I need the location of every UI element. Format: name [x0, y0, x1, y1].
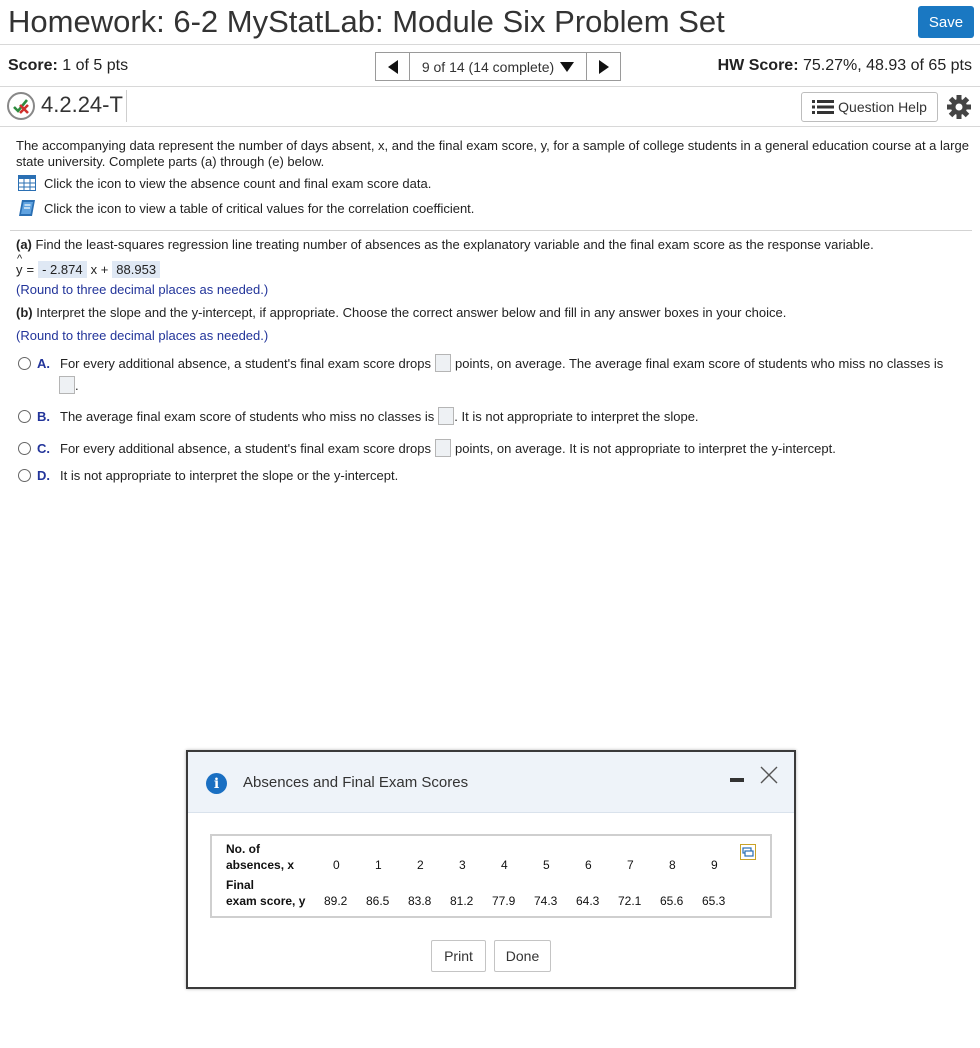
next-question-button[interactable] [586, 52, 621, 81]
x-value: 9 [711, 858, 718, 872]
hw-score-display [718, 57, 972, 75]
option-a[interactable] [18, 354, 943, 372]
option-c-text-2: points, on average. It is not appropriate to interpret the y-intercept. [455, 440, 836, 456]
part-a-label: (a) [16, 237, 32, 252]
copy-to-clipboard-icon[interactable] [740, 844, 756, 860]
caret-down-icon [560, 62, 574, 72]
critical-values-link-text: Click the icon to view a table of critical values for the correlation coefficient. [44, 200, 475, 216]
question-help-label: Question Help [838, 99, 927, 115]
question-position: 9 of 14 (14 complete) [421, 58, 555, 75]
option-d-letter: D. [37, 468, 50, 483]
y-value: 86.5 [366, 894, 390, 908]
y-value: 65.6 [660, 894, 684, 908]
save-button[interactable]: Save [918, 6, 974, 38]
question-id: 4.2.24-T [41, 92, 123, 117]
hw-score-value: 75.27%, 48.93 of 65 pts [802, 57, 972, 74]
y-value: 65.3 [702, 894, 726, 908]
data-table-icon[interactable] [18, 175, 36, 191]
x-value: 1 [375, 858, 382, 872]
hw-score-label: HW Score: [717, 57, 799, 74]
part-a-text: Find the least-squares regression line treating number of absences as the explanatory variable and the final exam score as the response variable. [35, 237, 874, 252]
option-d[interactable] [18, 468, 398, 483]
partial-credit-icon-graphic [9, 94, 33, 118]
data-link-row[interactable] [18, 175, 431, 191]
part-b-text: Interpret the slope and the y-intercept, if appropriate. Choose the correct answer below and fill in any answer boxes in your choice. [36, 305, 787, 320]
scorebar-divider [0, 86, 980, 87]
section-divider [10, 230, 972, 231]
option-b-text-2: . It is not appropriate to interpret the slope. [454, 408, 699, 424]
list-icon [812, 99, 834, 115]
y-value: 72.1 [618, 894, 642, 908]
y-value: 81.2 [450, 894, 474, 908]
equals-sign: = [26, 262, 35, 277]
print-button[interactable]: Print [431, 940, 486, 972]
problem-statement: The accompanying data represent the number of days absent, x, and the final exam score, y, for a sample of college students in a general education course at a large state university. Complete parts (a) through (e) below. [16, 138, 969, 169]
slope-answer-box[interactable]: - 2.874 [38, 261, 86, 278]
option-d-radio[interactable] [18, 469, 31, 482]
part-b-label: (b) [16, 305, 33, 320]
data-dialog [186, 750, 796, 989]
option-a-text-1: For every additional absence, a student's final exam score drops [60, 355, 432, 371]
part-b-question [16, 305, 786, 320]
option-c-slope-box[interactable] [435, 439, 451, 457]
y-hat-letter: y [16, 262, 23, 277]
option-a-text-2: points, on average. The average final exam score of students who miss no classes is [455, 355, 944, 371]
y-value: 77.9 [492, 894, 516, 908]
option-c[interactable] [18, 439, 836, 457]
option-a-intercept-box[interactable] [59, 376, 75, 394]
hat-accent: ^ [17, 253, 23, 265]
option-a-text-3: . [75, 377, 79, 393]
dialog-title: Absences and Final Exam Scores [243, 774, 469, 791]
question-selector[interactable] [409, 52, 587, 81]
data-link-text: Click the icon to view the absence count and final exam score data. [44, 175, 432, 191]
score-label: Score: [8, 57, 58, 74]
option-c-letter: C. [37, 440, 50, 456]
regression-equation [16, 253, 160, 278]
option-a-radio[interactable] [18, 357, 31, 370]
info-icon: i [206, 773, 227, 794]
option-c-text-1: For every additional absence, a student's final exam score drops [60, 440, 432, 456]
arrow-right-icon [599, 60, 609, 74]
score-display [8, 57, 128, 75]
option-a-slope-box[interactable] [435, 354, 451, 372]
x-value: 6 [585, 858, 592, 872]
x-value: 7 [627, 858, 634, 872]
row-y-label-line-1: Final [226, 878, 255, 892]
partial-credit-icon [7, 92, 35, 120]
arrow-left-icon [388, 60, 398, 74]
y-value: 83.8 [408, 894, 432, 908]
score-value: 1 of 5 pts [62, 57, 129, 74]
minimize-icon[interactable] [730, 778, 744, 782]
y-value: 74.3 [534, 894, 558, 908]
dialog-header [188, 752, 794, 813]
book-icon[interactable] [18, 199, 36, 217]
x-value: 3 [459, 858, 466, 872]
option-b-text-1: The average final exam score of students who miss no classes is [60, 408, 435, 424]
x-value: 4 [501, 858, 508, 872]
settings-gear-icon[interactable] [946, 94, 972, 120]
round-note-b: (Round to three decimal places as needed.) [16, 328, 269, 343]
y-hat [16, 253, 23, 277]
done-button[interactable]: Done [494, 940, 551, 972]
y-value: 64.3 [576, 894, 600, 908]
page-title: Homework: 6-2 MyStatLab: Module Six Problem Set [8, 4, 725, 39]
option-b-letter: B. [37, 408, 50, 424]
row-x-label-line-1: No. of [226, 842, 260, 856]
option-b-intercept-box[interactable] [438, 407, 454, 425]
option-a-second-line [59, 376, 79, 394]
previous-question-button[interactable] [375, 52, 410, 81]
option-b[interactable] [18, 407, 699, 425]
part-a-question [16, 237, 874, 252]
x-plus: x + [90, 262, 109, 277]
y-value: 89.2 [324, 894, 348, 908]
data-table [210, 834, 772, 918]
intercept-answer-box[interactable]: 88.953 [112, 261, 160, 278]
question-help-button[interactable] [801, 92, 938, 122]
x-value: 5 [543, 858, 550, 872]
question-id-separator [126, 90, 127, 122]
option-d-text: It is not appropriate to interpret the slope or the y-intercept. [60, 468, 399, 483]
row-x-label-line-2: absences, x [226, 858, 295, 872]
close-icon[interactable] [758, 764, 780, 786]
x-value: 2 [417, 858, 424, 872]
header-divider [0, 44, 980, 45]
critical-values-link-row[interactable] [18, 199, 474, 217]
x-value: 8 [669, 858, 676, 872]
x-value: 0 [333, 858, 340, 872]
option-a-letter: A. [37, 355, 50, 371]
option-c-radio[interactable] [18, 442, 31, 455]
round-note-a: (Round to three decimal places as needed.) [16, 282, 269, 297]
row-y-label-line-2: exam score, y [226, 894, 306, 908]
option-b-radio[interactable] [18, 410, 31, 423]
question-header-divider [0, 126, 980, 127]
